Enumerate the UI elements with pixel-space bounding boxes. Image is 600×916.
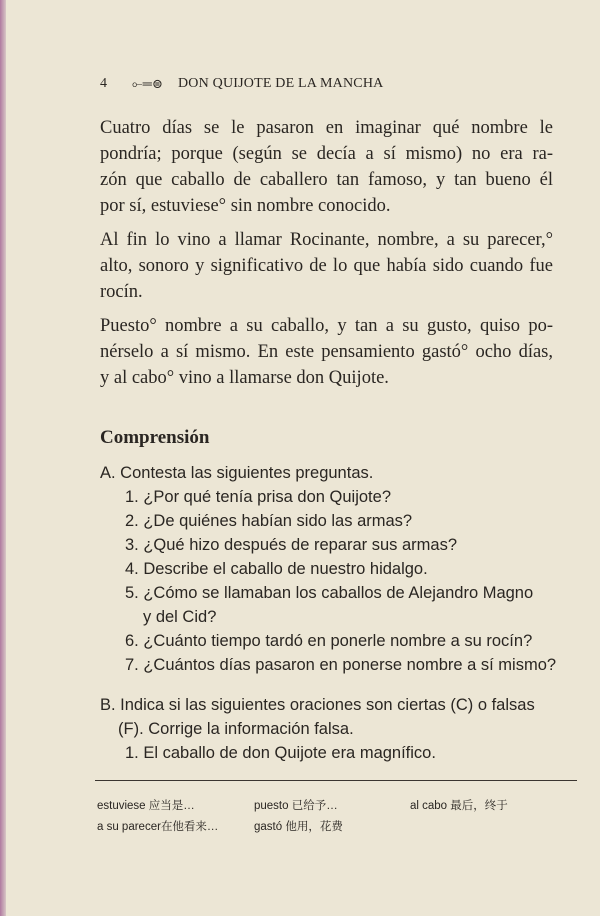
footnote — [410, 797, 508, 813]
question: 5. ¿Cómo se llamaban los caballos de Alejandro Magno — [125, 584, 534, 602]
text-line: y al cabo° vino a llamarse don Quijote. — [100, 368, 389, 388]
footnote-term: al cabo — [410, 800, 448, 812]
footnote-term: estuviese — [97, 800, 146, 812]
question: 6. ¿Cuánto tiempo tardó en ponerle nombre a su rocín? — [125, 632, 533, 650]
question: 7. ¿Cuántos días pasaron en ponerse nombre a sí mismo? — [125, 656, 557, 674]
text-line: Cuatro días se le pasaron en imaginar qué nombre le — [100, 118, 553, 138]
text-line: nérselo a sí mismo. En este pensamiento gastó° ocho días, — [100, 342, 553, 362]
footnote-term: a su parecer — [97, 821, 161, 833]
part-a-instruction: A. Contesta las siguientes preguntas. — [100, 464, 374, 482]
footnote-gloss: 在他看来… — [160, 821, 219, 833]
text-line: por sí, estuviese° sin nombre conocido. — [100, 196, 391, 216]
part-b-instruction: (F). Corrige la información falsa. — [118, 720, 354, 738]
page-number: 4 — [100, 76, 108, 91]
footnote-divider — [95, 780, 577, 781]
text-line: rocín. — [100, 282, 143, 302]
footnote — [254, 818, 343, 834]
question: 1. ¿Por qué tenía prisa don Quijote? — [125, 488, 391, 506]
footnote-term: puesto — [254, 800, 289, 812]
text-line: alto, sonoro y significativo de lo que había sido cuando fue — [100, 256, 553, 276]
footnote-gloss: 已给予… — [291, 800, 338, 812]
footnote-gloss: 他用，花费 — [285, 821, 343, 833]
section-heading: Comprensión — [100, 427, 210, 448]
footnote — [97, 818, 218, 834]
question: 3. ¿Qué hizo después de reparar sus armas? — [125, 536, 458, 554]
footnote-gloss: 应当是… — [148, 800, 195, 812]
text-line: Al fin lo vino a llamar Rocinante, nombre, a su parecer,° — [100, 230, 553, 250]
question: 4. Describe el caballo de nuestro hidalgo. — [125, 560, 428, 578]
footnote-gloss: 最后，终于 — [450, 800, 508, 812]
text-line: pondría; porque (según se decía a sí mismo) no era ra- — [100, 144, 553, 164]
footnote-term: gastó — [254, 821, 283, 833]
part-b-instruction: B. Indica si las siguientes oraciones son ciertas (C) o falsas — [100, 696, 535, 714]
question: 2. ¿De quiénes habían sido las armas? — [125, 512, 413, 530]
text-line: Puesto° nombre a su caballo, y tan a su gusto, quiso po- — [100, 316, 553, 336]
statement: 1. El caballo de don Quijote era magnífico. — [125, 744, 436, 762]
question-continuation: y del Cid? — [143, 608, 217, 626]
text-line: zón que caballo de caballero tan famoso, y tan bueno él — [100, 170, 553, 190]
ornament-icon: ⟜═⊜ — [132, 76, 164, 91]
book-title: DON QUIJOTE DE LA MANCHA — [178, 76, 384, 91]
footnote — [254, 797, 338, 813]
footnote — [97, 797, 195, 813]
page-edge — [0, 0, 6, 916]
